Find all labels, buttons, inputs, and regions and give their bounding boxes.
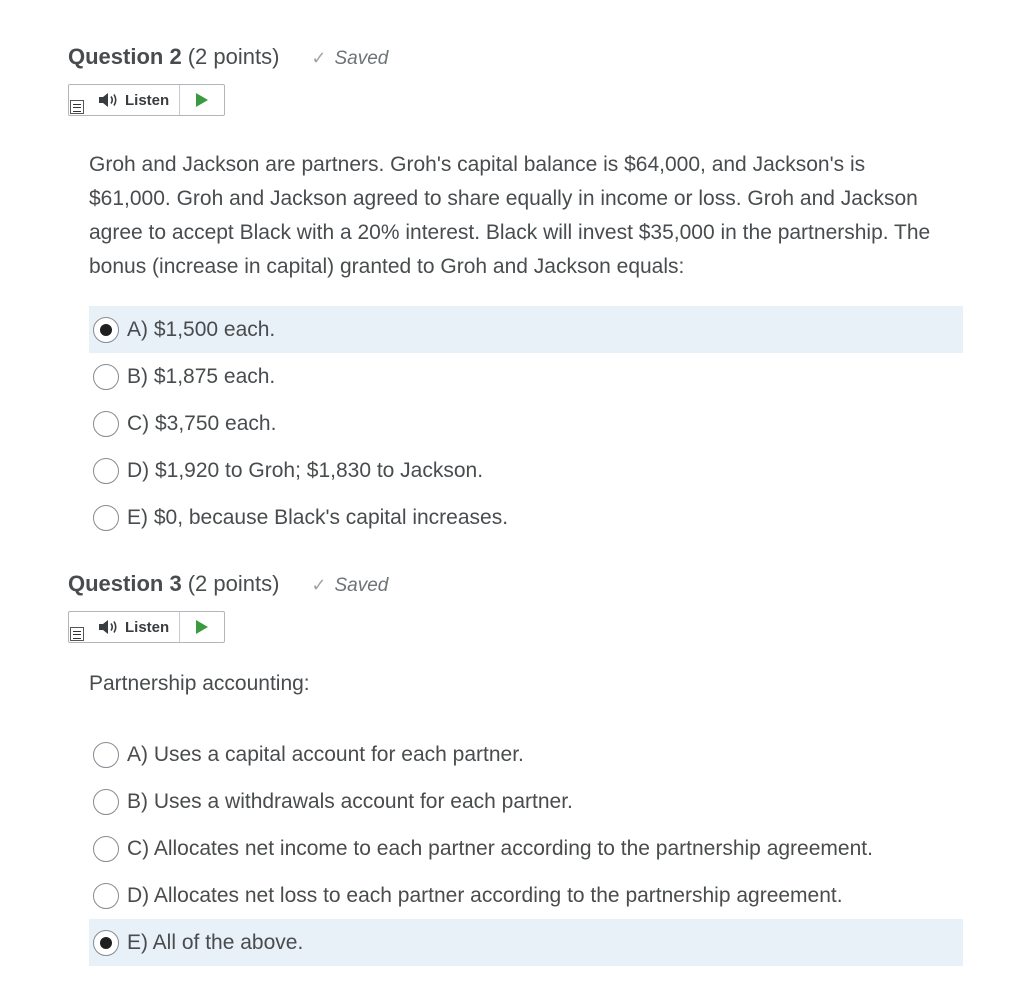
radio-button[interactable]	[93, 836, 119, 862]
option-label: A) Uses a capital account for each partner.	[127, 742, 524, 766]
option-label: B) Uses a withdrawals account for each partner.	[127, 789, 573, 813]
option-label: C) Allocates net income to each partner according to the partnership agreement.	[127, 836, 873, 860]
question-points: (2 points)	[187, 44, 280, 69]
radio-button[interactable]	[93, 930, 119, 956]
question-3	[68, 571, 968, 966]
answer-options	[89, 731, 963, 966]
question-points: (2 points)	[187, 571, 280, 596]
answer-option[interactable]	[89, 400, 963, 447]
radio-button[interactable]	[93, 458, 119, 484]
answer-option[interactable]	[89, 447, 963, 494]
speaker-icon	[97, 92, 119, 108]
radio-button[interactable]	[93, 411, 119, 437]
answer-option[interactable]	[89, 494, 963, 541]
answer-option[interactable]	[89, 872, 963, 919]
listen-button[interactable]	[69, 85, 180, 115]
option-label: A) $1,500 each.	[127, 317, 276, 341]
radio-button[interactable]	[93, 742, 119, 768]
listen-button[interactable]	[69, 612, 180, 642]
listen-label: Listen	[125, 618, 170, 636]
question-header	[68, 44, 968, 76]
answer-option[interactable]	[89, 919, 963, 966]
saved-status	[311, 575, 388, 597]
question-title: Question 3	[68, 571, 182, 596]
listen-label: Listen	[125, 91, 170, 109]
radio-button[interactable]	[93, 505, 119, 531]
speaker-icon	[97, 619, 119, 635]
play-icon	[195, 92, 209, 108]
option-label: E) $0, because Black's capital increases.	[127, 505, 509, 529]
answer-options	[89, 306, 963, 541]
listen-widget	[68, 84, 225, 116]
radio-button[interactable]	[93, 364, 119, 390]
question-text: Partnership accounting:	[89, 672, 310, 695]
play-button[interactable]	[180, 612, 224, 642]
play-button[interactable]	[180, 85, 224, 115]
menu-icon[interactable]	[70, 100, 84, 114]
question-header	[68, 571, 968, 603]
saved-status	[311, 48, 388, 70]
menu-icon[interactable]	[70, 627, 84, 641]
checkmark-icon: ✓	[311, 48, 327, 68]
option-label: D) Allocates net loss to each partner according to the partnership agreement.	[127, 883, 843, 907]
radio-button[interactable]	[93, 789, 119, 815]
radio-button[interactable]	[93, 317, 119, 343]
option-label: D) $1,920 to Groh; $1,830 to Jackson.	[127, 458, 484, 482]
option-label: B) $1,875 each.	[127, 364, 276, 388]
question-2	[68, 44, 968, 541]
question-text: Groh and Jackson are partners. Groh's capital balance is $64,000, and Jackson's is $61,000. Groh and Jackson agreed to share equally in income or loss. Groh and Jackson agree to accept Black with a 20% interest. Black will invest $35,000 in the partnership. The bonus (increase in capital) granted to Groh and Jackson equals:	[89, 153, 931, 278]
answer-option[interactable]	[89, 778, 963, 825]
answer-option[interactable]	[89, 731, 963, 778]
answer-option[interactable]	[89, 306, 963, 353]
saved-label: Saved	[334, 574, 389, 596]
question-title: Question 2	[68, 44, 182, 69]
listen-widget	[68, 611, 225, 643]
play-icon	[195, 619, 209, 635]
checkmark-icon: ✓	[311, 575, 327, 595]
answer-option[interactable]	[89, 353, 963, 400]
saved-label: Saved	[334, 47, 389, 69]
answer-option[interactable]	[89, 825, 963, 872]
option-label: E) All of the above.	[127, 930, 304, 954]
option-label: C) $3,750 each.	[127, 411, 277, 435]
radio-button[interactable]	[93, 883, 119, 909]
